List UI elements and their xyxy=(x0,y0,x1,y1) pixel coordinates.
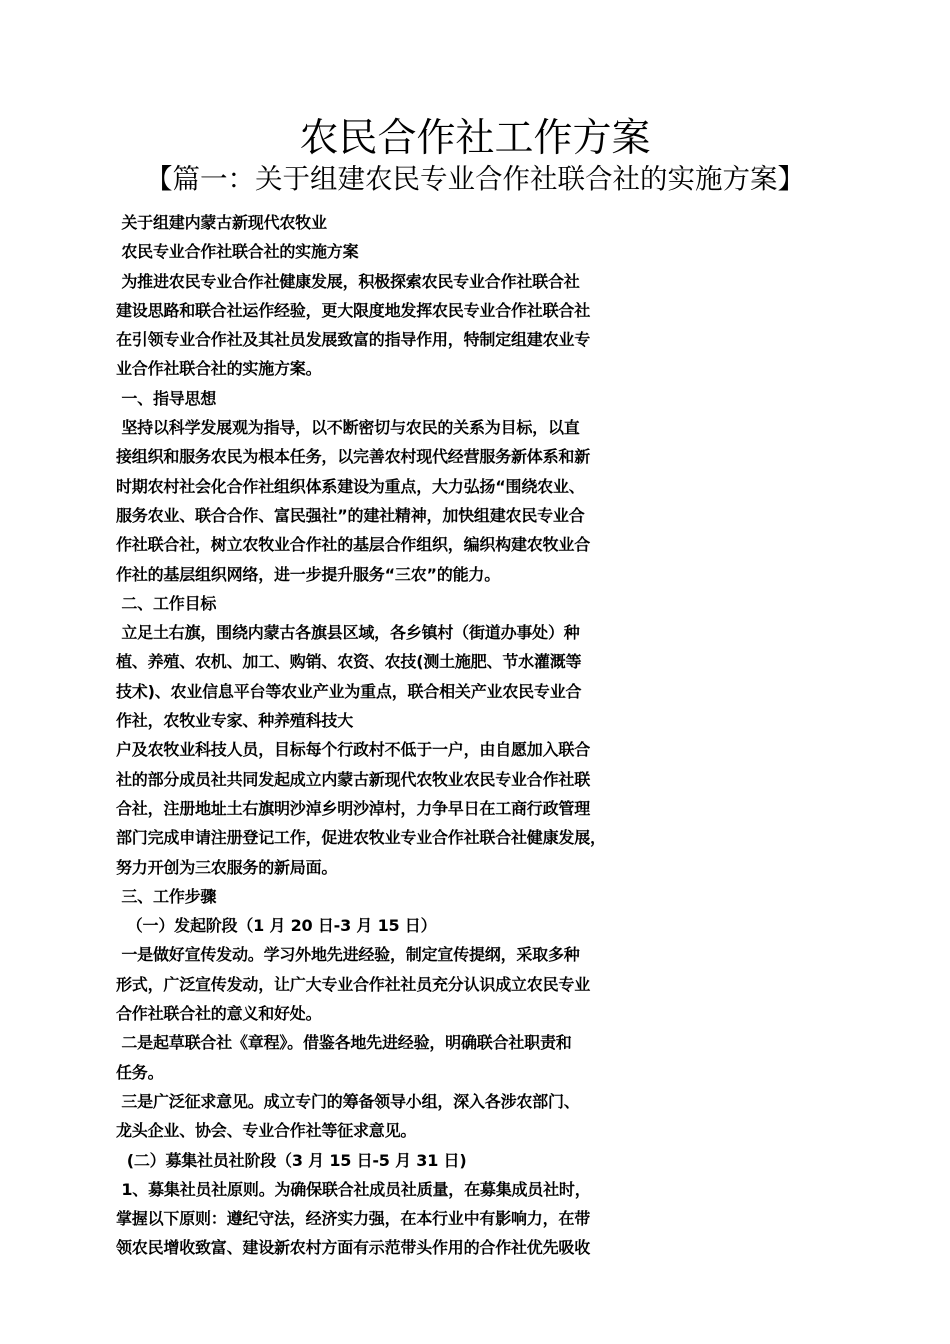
body-line: （一）发起阶段（1 月 20 日-3 月 15 日） xyxy=(116,916,437,936)
body-line: 时期农村社会化合作社组织体系建设为重点，大力弘扬“围绕农业、 xyxy=(116,476,585,496)
body-line: 合作社联合社的意义和好处。 xyxy=(116,1004,322,1024)
body-line: 作社的基层组织网络，进一步提升服务“三农”的能力。 xyxy=(116,564,501,584)
body-line: 建设思路和联合社运作经验，更大限度地发挥农民专业合作社联合社 xyxy=(116,300,591,320)
body-line: 努力开创为三农服务的新局面。 xyxy=(116,857,338,877)
body-line: 坚持以科学发展观为指导，以不断密切与农民的关系为目标，以直 xyxy=(116,418,580,438)
body-line: 在引领专业合作社及其社员发展致富的指导作用，特制定组建农业专 xyxy=(116,330,591,350)
body-line: 户及农牧业科技人员，目标每个行政村不低于一户，由自愿加入联合 xyxy=(116,740,591,760)
body-line: 业合作社联合社的实施方案。 xyxy=(116,359,322,379)
body-line: 部门完成申请注册登记工作，促进农牧业专业合作社联合社健康发展， xyxy=(116,828,606,848)
document-subtitle: 【篇一：关于组建农民专业合作社联合社的实施方案】 xyxy=(145,163,805,195)
body-line: 领农民增收致富、建设新农村方面有示范带头作用的合作社优先吸收 xyxy=(116,1238,591,1258)
body-line: 1、募集社员社原则。为确保联合社成员社质量，在募集成员社时， xyxy=(116,1179,591,1199)
body-line: 二是起草联合社《章程》。借鉴各地先进经验，明确联合社职责和 xyxy=(116,1033,572,1053)
body-line: 三、工作步骤 xyxy=(116,886,217,906)
body-line: 植、养殖、农机、加工、购销、农资、农技(测土施肥、节水灌溉等 xyxy=(116,652,582,672)
body-line: 龙头企业、协会、专业合作社等征求意见。 xyxy=(116,1121,417,1141)
body-line: 接组织和服务农民为根本任务，以完善农村现代经营服务新体系和新 xyxy=(116,447,591,467)
body-line: 三是广泛征求意见。成立专门的筹备领导小组，深入各涉农部门、 xyxy=(116,1091,580,1111)
body-line: 作社联合社，树立农牧业合作社的基层合作组织，编织构建农牧业合 xyxy=(116,535,591,555)
body-line: 服务农业、联合合作、富民强社”的建社精神，加快组建农民专业合 xyxy=(116,505,585,525)
document-title: 农民合作社工作方案 xyxy=(299,116,651,161)
body-line: (二）募集社员社阶段（3 月 15 日-5 月 31 日) xyxy=(116,1150,467,1170)
body-line: 为推进农民专业合作社健康发展，积极探索农民专业合作社联合社 xyxy=(116,271,580,291)
body-line: 社的部分成员社共同发起成立内蒙古新现代农牧业农民专业合作社联 xyxy=(116,769,591,789)
body-line: 技术)、农业信息平台等农业产业为重点，联合相关产业农民专业合 xyxy=(116,681,582,701)
body-line: 一是做好宣传发动。学习外地先进经验，制定宣传提纲，采取多种 xyxy=(116,945,580,965)
body-line: 关于组建内蒙古新现代农牧业 xyxy=(116,213,327,232)
document-body xyxy=(116,208,856,1263)
body-line: 掌握以下原则：遵纪守法，经济实力强，在本行业中有影响力，在带 xyxy=(116,1209,591,1229)
body-line: 作社，农牧业专家、种养殖科技大 xyxy=(116,711,354,731)
body-line: 立足土右旗，围绕内蒙古各旗县区域，各乡镇村（街道办事处）种 xyxy=(116,623,580,643)
body-line: 任务。 xyxy=(116,1062,164,1082)
body-line: 农民专业合作社联合社的实施方案 xyxy=(116,242,359,262)
body-line: 合社，注册地址土右旗明沙淖乡明沙淖村，力争早日在工商行政管理 xyxy=(116,798,591,818)
body-line: 一、指导思想 xyxy=(116,388,217,408)
body-line: 二、工作目标 xyxy=(116,593,217,613)
body-line: 形式，广泛宣传发动，让广大专业合作社社员充分认识成立农民专业 xyxy=(116,974,591,994)
